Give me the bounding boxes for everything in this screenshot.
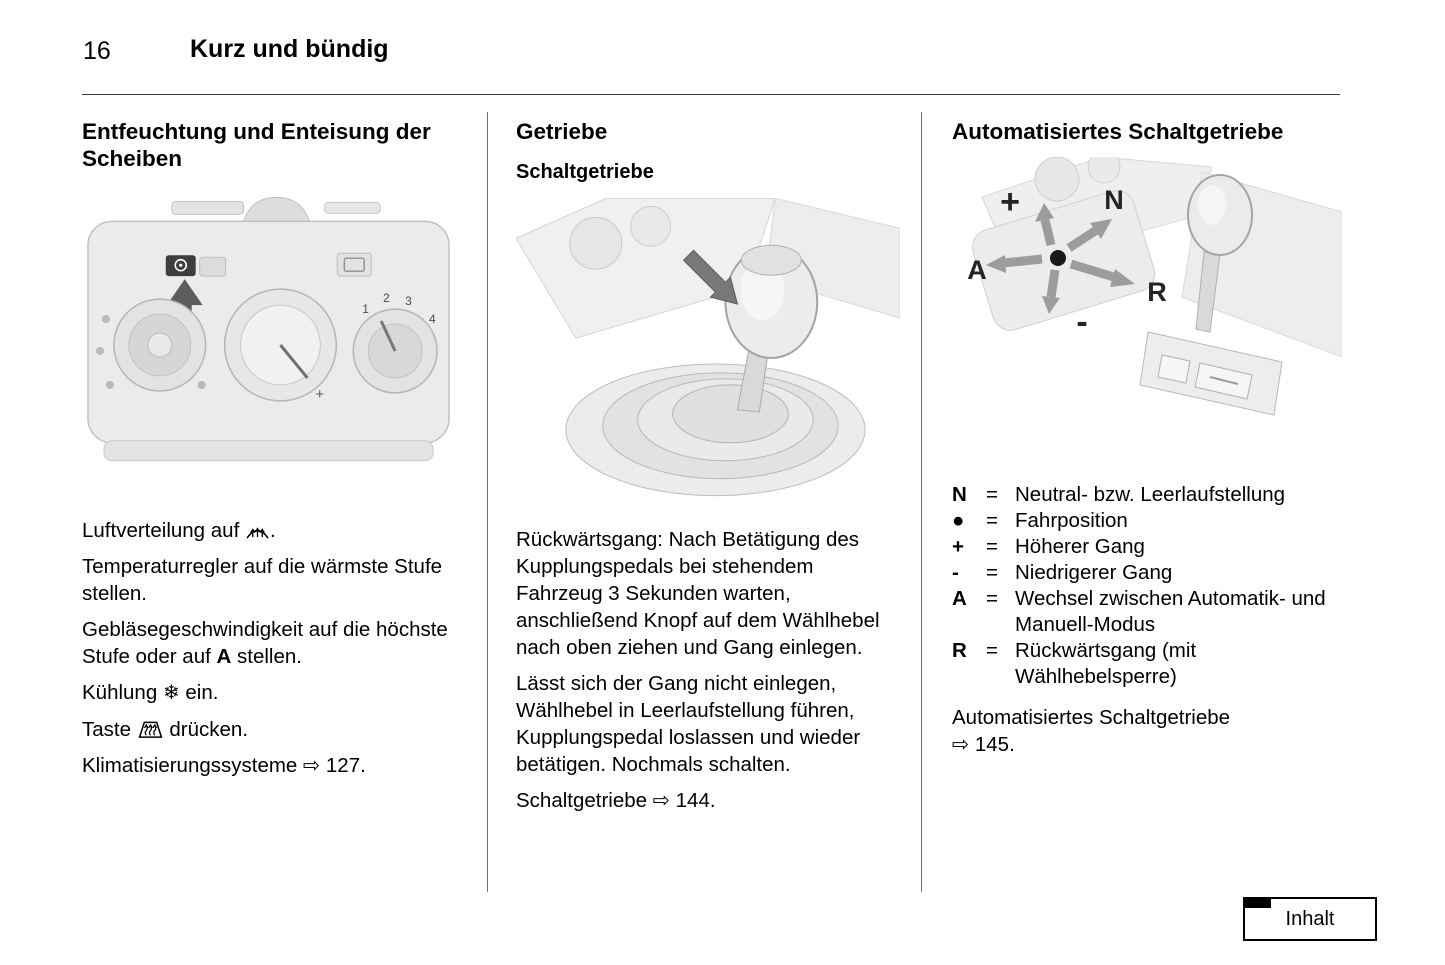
selector-label-a: A [967, 255, 987, 286]
section-heading-defrost: Entfeuchtung und Enteisung der Scheiben [82, 119, 431, 172]
section-gearbox [516, 118, 900, 823]
page-number: 16 [83, 37, 111, 65]
selector-illustration [952, 157, 1342, 452]
instruction-text: drücken. [163, 717, 249, 741]
instruction-text: . [269, 518, 276, 542]
recirculation-button [200, 257, 226, 276]
legend-text: Fahrposition [1015, 509, 1128, 533]
subheading-manual-gearbox: Schaltgetriebe [516, 161, 654, 184]
instruction-text: ein. [179, 680, 219, 704]
legend-row [952, 508, 1342, 534]
instruction-text: Luftverteilung auf [82, 518, 245, 542]
gear-lever-drawing [516, 198, 900, 498]
header-rule [82, 94, 1340, 95]
legend-equals: = [986, 639, 998, 663]
inhalt-label: Inhalt [1285, 907, 1335, 930]
instruction-text: stellen. [231, 644, 302, 668]
gear-boot [566, 364, 865, 496]
legend-row [952, 482, 1342, 508]
legend-equals: = [986, 509, 998, 533]
legend-row [952, 586, 1342, 638]
section-defrost [82, 118, 456, 788]
selector-label-n: N [1104, 185, 1124, 216]
legend-symbol: ● [952, 509, 965, 533]
instruction-text: Gebläsegeschwindigkeit auf die höchste Stufe oder auf [82, 617, 448, 668]
svg-text:2: 2 [383, 290, 390, 305]
page-title: Kurz und bündig [190, 35, 389, 63]
selector-legend [952, 482, 1342, 690]
instruction-air-distribution [82, 517, 456, 544]
instruction-fan-speed [82, 616, 456, 670]
page-reference-link[interactable]: ⇨ 127. [303, 753, 366, 777]
paragraph-gear-retry: Lässt sich der Gang nicht einlegen, Wählhebel in Leerlaufstellung führen, Kupplungspedal loslassen und wieder betätigen. Nochmals schalten. [516, 672, 861, 777]
legend-text: Niedrigerer Gang [1015, 561, 1173, 585]
svg-text:+: + [315, 385, 325, 403]
page-reference-link[interactable]: ⇨ 144. [652, 789, 716, 813]
page-reference-link[interactable]: ⇨ 145. [952, 733, 1015, 757]
paragraph-reverse-gear: Rückwärtsgang: Nach Betätigung des Kupplungspedals bei stehendem Fahrzeug 3 Sekunden warten, anschließend Knopf auf dem Wählhebel nach oben ziehen und Gang einlegen. [516, 528, 880, 660]
instruction-text: Taste [82, 717, 137, 741]
legend-text: Wechsel zwischen Automatik- und Manuell-Modus [1015, 587, 1326, 637]
climate-panel-drawing [82, 193, 456, 493]
section-heading-automated: Automatisiertes Schaltgetriebe [952, 119, 1284, 144]
selector-label-minus: - [1076, 303, 1088, 342]
heated-windscreen-icon [137, 720, 164, 739]
instruction-cooling [82, 679, 456, 707]
section-automated-gearbox [952, 118, 1342, 767]
selector-label-r: R [1147, 277, 1167, 308]
column-divider [921, 112, 922, 892]
column-divider [487, 112, 488, 892]
legend-text: Rückwärtsgang (mit Wählhebelsperre) [1015, 639, 1197, 689]
selector-drawing [952, 157, 1342, 452]
cooling-snowflake-icon: ❄ [162, 681, 180, 704]
cross-reference-climate [82, 752, 456, 779]
legend-equals: = [986, 535, 998, 559]
legend-symbol: - [952, 561, 959, 585]
legend-row [952, 534, 1342, 560]
svg-text:4: 4 [429, 311, 436, 326]
legend-symbol: A [952, 587, 967, 611]
cross-reference-automated [952, 704, 1342, 758]
cross-reference-manual-gearbox [516, 787, 900, 814]
instruction-temperature: Temperaturregler auf die wärmste Stufe stellen. [82, 554, 443, 605]
legend-equals: = [986, 587, 998, 611]
legend-row [952, 560, 1342, 586]
section-heading-gearbox: Getriebe [516, 119, 608, 144]
svg-text:3: 3 [405, 293, 412, 308]
legend-text: Neutral- bzw. Leerlaufstellung [1015, 483, 1286, 507]
legend-row [952, 638, 1342, 690]
ac-button [166, 255, 196, 276]
legend-symbol: R [952, 639, 967, 663]
rear-defrost-button [337, 253, 371, 276]
drive-position-dot [1050, 250, 1066, 266]
temperature-knob [225, 289, 337, 403]
air-to-windscreen-icon [245, 521, 270, 540]
legend-equals: = [986, 483, 998, 507]
gear-lever-illustration [516, 198, 900, 498]
legend-equals: = [986, 561, 998, 585]
climate-panel-illustration [82, 193, 456, 493]
instruction-text: Kühlung [82, 680, 163, 704]
legend-symbol: N [952, 483, 967, 507]
gear-knob [725, 246, 817, 359]
reference-label: Schaltgetriebe [516, 789, 653, 813]
instruction-heated-windscreen [82, 716, 456, 743]
inhalt-button[interactable] [1243, 897, 1377, 941]
reference-label: Automatisiertes Schaltgetriebe [952, 706, 1231, 730]
legend-symbol: + [952, 535, 964, 559]
auto-mode-letter: A [216, 644, 232, 668]
selector-label-plus: + [1000, 183, 1020, 222]
legend-text: Höherer Gang [1015, 535, 1145, 559]
svg-text:1: 1 [362, 301, 369, 316]
reference-label: Klimatisierungssysteme [82, 753, 304, 777]
